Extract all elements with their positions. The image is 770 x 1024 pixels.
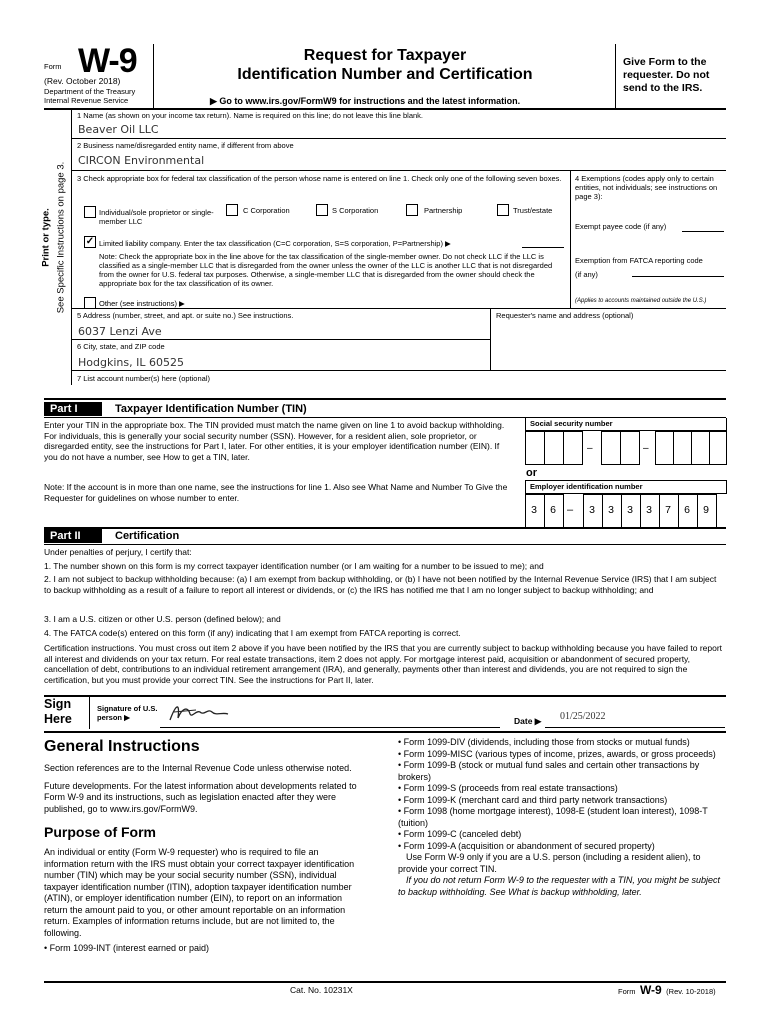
form-number: W-9	[78, 42, 137, 80]
use-form-text: Use Form W-9 only if you are a U.S. person (including a resident alien), to provide your correct TIN.	[398, 852, 701, 874]
side-text-instructions: See Specific Instructions on page 3.	[55, 161, 67, 314]
line3-label: 3 Check appropriate box for federal tax classification of the person whose name is entered on line 1. Check only one of the following seven boxes.	[77, 174, 562, 183]
part1-note: Note: If the account is in more than one name, see the instructions for line 1. Also see What Name and Number To Give the Requester for guidelines on whose number to enter.	[44, 482, 508, 503]
fatca-field[interactable]	[632, 276, 724, 277]
signature-scribble[interactable]	[166, 700, 236, 726]
signature-line	[160, 727, 500, 728]
opt-individual-label: Individual/sole proprietor or single-member LLC	[99, 208, 214, 226]
opt-c-corp-label: C Corporation	[243, 206, 290, 215]
title-line2: Identification Number and Certification	[237, 66, 533, 83]
line4-label: 4 Exemptions (codes apply only to certain entities, not individuals; see instructions on page 3):	[575, 174, 718, 201]
checkbox-individual[interactable]	[84, 206, 96, 218]
line2-label: 2 Business name/disregarded entity name, if different from above	[77, 141, 294, 150]
cert-item2: 2. I am not subject to backup withholding because: (a) I am exempt from backup withholding, or (b) I have not been notified by the Internal Revenue Service (IRS) that I am subject to backup withholding as a result of a failure to report all interest or dividends, or (c) the IRS has notified me that I am no longer subject to backup withholding; and	[44, 574, 717, 595]
date-label: Date ▶	[514, 716, 542, 726]
bullet-item: • Form 1099-S (proceeds from real estate transactions)	[398, 783, 618, 793]
part1-title: Taxpayer Identification Number (TIN)	[115, 403, 307, 415]
part2-title: Certification	[115, 530, 180, 542]
cert-item4: 4. The FATCA code(s) entered on this form (if any) indicating that I am exempt from FATCA reporting is correct.	[44, 628, 461, 638]
date-field[interactable]: 01/25/2022	[560, 711, 606, 722]
side-print-or-type	[41, 138, 52, 338]
cert-instructions: Certification instructions. You must cross out item 2 above if you have been notified by the IRS that you are currently subject to backup withholding because you have failed to report all interest and dividends on your tax return. For real estate transactions, item 2 does not apply. For mortgage interest paid, acquisition or abandonment of secured property, cancellation of debt, contributions to an individual retirement arrangement (IRA), and generally, payments other than interest and dividends, you are not required to sign the certification, but you must provide your correct TIN. See the instructions for Part II, later.	[44, 643, 723, 685]
opt-partnership-label: Partnership	[424, 206, 463, 215]
ein-digit: 6	[684, 504, 690, 516]
bullet-1099-int: • Form 1099-INT (interest earned or paid)	[44, 943, 210, 953]
bullet-item: • Form 1099-B (stock or mutual fund sales and certain other transactions by brokers)	[398, 760, 700, 782]
ein-digit: 3	[646, 504, 652, 516]
bullet-item: • Form 1099-A (acquisition or abandonment of secured property)	[398, 840, 655, 851]
line1-name-field[interactable]: Beaver Oil LLC	[78, 123, 159, 136]
form-title	[160, 46, 610, 84]
ein-label-box	[525, 480, 727, 494]
bullet-item: • Form 1099-MISC (various types of income, prizes, awards, or gross proceeds)	[398, 748, 716, 759]
catalog-number: Cat. No. 10231X	[290, 985, 353, 995]
ein-digit: 6	[550, 504, 556, 516]
general-p1: Section references are to the Internal Revenue Code unless otherwise noted.	[44, 763, 352, 773]
purpose-text: An individual or entity (Form W-9 requester) who is required to file an information return with the IRS must obtain your correct taxpayer identification number (TIN) which may be your social security number (SSN), individual taxpayer identification number (ITIN), adoption taxpayer identification number (ATIN), or employer identification number (EIN), to report on an information return the amount paid to you, or other amount reportable on an information return. Examples of information returns include, but are not limited to, the following.	[44, 847, 355, 938]
ein-digit: 3	[589, 504, 595, 516]
llc-note: Note: Check the appropriate box in the line above for the tax classification of the single-member owner. Do not check LLC if the LLC is classified as a single-member LLC that is disregarded from the owner unless the owner of the LLC is another LLC that is not disregarded from the owner for U.S. federal tax purposes. Otherwise, a single-member LLC that is disregarded from the owner should check the appropriate box for the tax classification of its owner.	[99, 252, 553, 288]
if-not-return-text: If you do not return Form W-9 to the requester with a TIN, you might be subject to backup withholding. See What is backup withholding, later.	[398, 875, 720, 897]
fatca-label: Exemption from FATCA reporting code (if any)	[575, 256, 703, 279]
checkbox-c-corp[interactable]	[226, 204, 238, 216]
ein-digit: 3	[531, 504, 537, 516]
part2-tag: Part II	[44, 529, 102, 543]
form-label: Form	[44, 62, 62, 71]
footer-form-word: Form	[618, 987, 636, 996]
exempt-payee-label: Exempt payee code (if any)	[575, 222, 667, 231]
line7-label: 7 List account number(s) here (optional)	[77, 374, 210, 383]
cert-item3: 3. I am a U.S. citizen or other U.S. person (defined below); and	[44, 614, 281, 624]
bullet-item: • Form 1099-K (merchant card and third party network transactions)	[398, 794, 668, 805]
ein-digit: 3	[627, 504, 633, 516]
ssn-label-box	[525, 418, 727, 431]
bullet-item: • Form 1099-DIV (dividends, including those from stocks or mutual funds)	[398, 737, 690, 747]
ein-field[interactable]: – 3 6 3 3 3 3 7 6 9	[525, 494, 725, 528]
footer-form-number: W-9	[639, 983, 662, 997]
ssn-field[interactable]: – –	[525, 431, 725, 465]
general-left-col	[44, 737, 364, 955]
cert-intro: Under penalties of perjury, I certify that:	[44, 547, 192, 557]
line6-city-field[interactable]: Hodgkins, IL 60525	[78, 356, 184, 369]
footer-form	[618, 981, 716, 999]
checkbox-s-corp[interactable]	[316, 204, 328, 216]
opt-s-corp-label: S Corporation	[332, 206, 379, 215]
general-right-col	[398, 737, 726, 898]
line5-label: 5 Address (number, street, and apt. or suite no.) See instructions.	[77, 311, 294, 320]
or-label: or	[526, 467, 537, 479]
opt-other-label: Other (see instructions) ▶	[99, 299, 185, 308]
checkbox-trust[interactable]	[497, 204, 509, 216]
bullet-item: • Form 1099-C (canceled debt)	[398, 829, 522, 839]
give-form-note: Give Form to the requester. Do not send to the IRS.	[623, 56, 710, 94]
title-line1: Request for Taxpayer	[303, 47, 467, 64]
line6-label: 6 City, state, and ZIP code	[77, 342, 165, 351]
llc-classification-field[interactable]	[522, 247, 564, 248]
signature-label: Signature of U.S. person ▶	[97, 704, 158, 722]
ein-digit: 9	[703, 504, 709, 516]
purpose-heading: Purpose of Form	[44, 824, 157, 840]
part1-text: Enter your TIN in the appropriate box. The TIN provided must match the name given on line 1 to avoid backup withholding. For individuals, this is generally your social security number (SSN). However, for a resident alien, sole proprietor, or disregarded entity, see the instructions for Part I, later. For other entities, it is your employer identification number (EIN). If you do not have a number, see How to get a TIN, later.	[44, 420, 505, 462]
ein-digit: 7	[665, 504, 671, 516]
side-specific-instructions	[56, 138, 67, 338]
opt-trust-label: Trust/estate	[513, 206, 553, 215]
sign-here: Sign Here	[44, 697, 72, 726]
line1-label: 1 Name (as shown on your income tax return). Name is required on this line; do not leave this line blank.	[77, 111, 424, 120]
future-developments: Future developments. For the latest information about developments related to Form W-9 and its instructions, such as legislation enacted after they were published, go to www.irs.gov/FormW9.	[44, 780, 357, 814]
goto-instructions: ▶ Go to www.irs.gov/FormW9 for instructions and the latest information.	[210, 96, 521, 106]
department: Department of the Treasury	[44, 87, 136, 96]
part1-tag: Part I	[44, 402, 102, 416]
fatca-applies-note: (Applies to accounts maintained outside the U.S.)	[575, 298, 707, 304]
side-text-bold: Print or type.	[40, 208, 52, 267]
general-heading: General Instructions	[44, 738, 200, 755]
irs-label: Internal Revenue Service	[44, 96, 129, 105]
requester-label: Requester's name and address (optional)	[496, 311, 634, 320]
opt-llc-label: Limited liability company. Enter the tax classification (C=C corporation, S=S corporation, P=Partnership) ▶	[99, 239, 451, 248]
ein-label: Employer identification number	[530, 482, 643, 491]
revision: (Rev. October 2018)	[44, 76, 121, 86]
checkbox-partnership[interactable]	[406, 204, 418, 216]
line2-business-field[interactable]: CIRCON Environmental	[78, 154, 205, 167]
cert-item1: 1. The number shown on this form is my correct taxpayer identification number (or I am waiting for a number to be issued to me); and	[44, 561, 544, 571]
exempt-payee-field[interactable]	[682, 231, 724, 232]
line5-address-field[interactable]: 6037 Lenzi Ave	[78, 325, 162, 338]
ein-digit: 3	[608, 504, 614, 516]
ssn-label: Social security number	[530, 419, 613, 428]
checkbox-llc[interactable]: ✓	[85, 236, 95, 247]
footer-rev: (Rev. 10-2018)	[666, 987, 716, 996]
bullet-item: • Form 1098 (home mortgage interest), 1098-E (student loan interest), 1098-T (tuition)	[398, 806, 708, 828]
